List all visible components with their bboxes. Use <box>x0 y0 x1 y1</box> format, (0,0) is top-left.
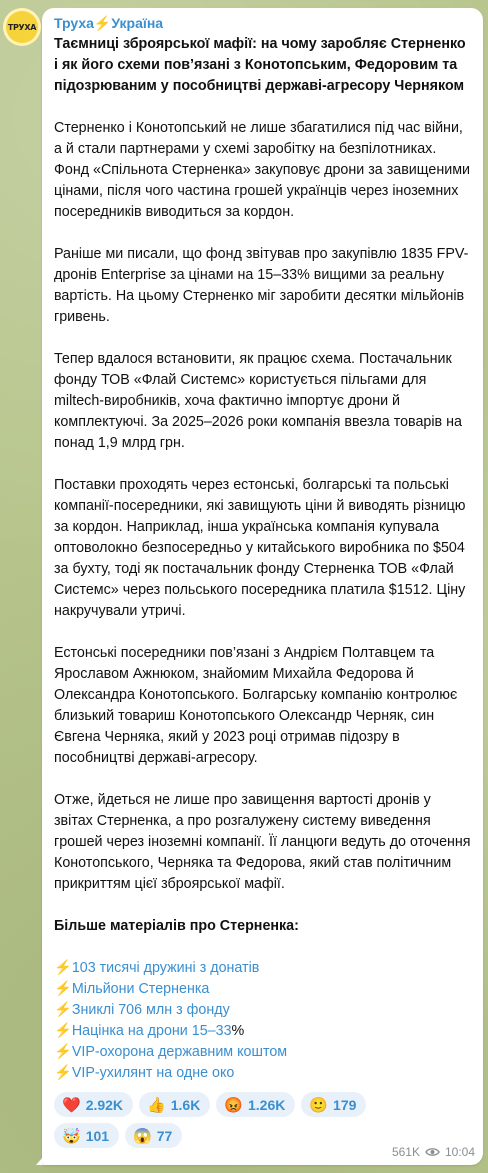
reaction-mind-blown[interactable] <box>54 1123 119 1148</box>
channel-name-part2: Україна <box>111 15 164 31</box>
channel-name-part1: Труха <box>54 15 94 31</box>
reaction-count: 1.26K <box>248 1096 286 1113</box>
thumbs-up-icon: 👍 <box>147 1096 166 1114</box>
links-title: Більше матеріалів про Стерненка: <box>54 918 299 934</box>
reaction-thumbs-up[interactable] <box>139 1092 210 1117</box>
message-meta <box>392 1145 475 1159</box>
reaction-count: 2.92K <box>85 1096 124 1113</box>
link-item[interactable] <box>54 1000 471 1021</box>
reaction-count: 77 <box>156 1127 173 1144</box>
link-text[interactable]: VIP-охорона державним коштом <box>71 1044 288 1060</box>
link-text[interactable]: VIP-ухилянт на одне око <box>71 1065 235 1081</box>
link-item[interactable] <box>54 958 471 979</box>
link-item[interactable] <box>54 1042 471 1063</box>
message-bubble <box>42 8 483 1165</box>
scream-face-icon: 😱 <box>133 1127 152 1145</box>
link-item[interactable] <box>54 1063 471 1084</box>
mind-blown-icon: 🤯 <box>62 1127 81 1145</box>
message-time: 10:04 <box>444 1145 475 1159</box>
link-suffix: % <box>231 1023 245 1039</box>
reactions-bar <box>54 1092 414 1148</box>
avatar-text: ТРУХА <box>7 22 37 32</box>
post-paragraph: Поставки проходять через естонські, болгарські та польські компанії-посередники, які завищують ціни й виводять різницю за кордон. Наприклад, інша українська компанія купувала оптоволокно безпосередньо у китайського виробника по $504 за бухту, тоді як постачальник фонду Стерненка ТОВ «Флай Системс» через польського посередника платила $1512. Ціну накручували утричі. <box>54 477 466 619</box>
lightning-icon: ⚡ <box>54 1044 72 1060</box>
link-item[interactable] <box>54 979 471 1000</box>
heart-icon: ❤️ <box>62 1096 81 1114</box>
post-paragraph: Раніше ми писали, що фонд звітував про закупівлю 1835 FPV-дронів Enterprise за цінами на 15–33% вищими за реальну вартість. На цьому Стерненко міг заробити десятки мільйонів гривень. <box>54 246 469 325</box>
lightning-icon: ⚡ <box>54 960 72 976</box>
eye-icon <box>425 1147 440 1157</box>
lightning-icon: ⚡ <box>54 981 72 997</box>
smile-face-icon: 🙂 <box>309 1096 329 1114</box>
reaction-count: 179 <box>333 1096 357 1113</box>
link-text[interactable]: Зниклі 706 млн з фонду <box>71 1002 230 1018</box>
post-paragraph: Отже, йдеться не лише про завищення вартості дронів у звітах Стерненка, а про розгалужену систему виведення грошей через іноземні компанії. Її ланцюги ведуть до оточення Конотопського, Черняка та Федорова, який став політичним прикриттям цієї зброярської мафії. <box>54 792 471 892</box>
reaction-count: 1.6K <box>170 1096 201 1113</box>
link-item[interactable] <box>54 1021 471 1042</box>
reaction-angry[interactable] <box>216 1092 295 1117</box>
lightning-icon: ⚡ <box>54 1002 72 1018</box>
lightning-icon: ⚡ <box>93 15 112 31</box>
reaction-count: 101 <box>85 1127 110 1144</box>
link-text[interactable]: Мільйони Стерненка <box>71 981 210 997</box>
views-count: 561K <box>391 1145 420 1159</box>
reaction-heart[interactable] <box>54 1092 133 1117</box>
angry-face-icon: 😡 <box>224 1096 243 1114</box>
post-paragraph: Стерненко і Конотопський не лише збагатилися під час війни, а й стали партнерами у схемі заробітку на безпілотниках. Фонд «Спільнота Стерненка» закуповує дрони за завищеними цінами, після чого частина грошей українців через іноземних посередників виводиться за кордон. <box>54 120 471 220</box>
reaction-scream[interactable] <box>125 1123 182 1148</box>
post-paragraph: Тепер вдалося встановити, як працює схема. Постачальник фонду ТОВ «Флай Системс» користується пільгами для miltech-виробників, хоча фактично імпортує дрони й комплектуючі. За 2025–2026 роки компанія ввезла товарів на понад 1,9 млрд грн. <box>54 351 462 451</box>
post-title: Таємниці зброярської мафії: на чому заробляє Стерненко і як його схеми пов’язані з Конотопським, Федоровим та підозрюваним у пособництві державі-агресору Черняком <box>54 36 466 94</box>
post-paragraph: Естонські посередники пов’язані з Андрієм Полтавцем та Ярославом Ажнюком, знайомим Михайла Федорова й Олександра Конотопського. Болгарську компанію контролює близький товариш Конотопського Олександр Черняк, син Євгена Черняка, який у 2023 році отримав підозру в пособництві державі-агресору. <box>54 645 458 766</box>
post-text <box>54 34 471 1084</box>
links-list <box>54 958 471 1084</box>
channel-avatar[interactable] <box>3 8 41 46</box>
link-text[interactable]: Націнка на дрони 15–33 <box>71 1023 232 1039</box>
link-text[interactable]: 103 тисячі дружині з донатів <box>71 960 260 976</box>
lightning-icon: ⚡ <box>54 1023 72 1039</box>
lightning-icon: ⚡ <box>54 1065 72 1081</box>
reaction-smile[interactable] <box>301 1092 366 1117</box>
channel-name[interactable] <box>54 15 471 31</box>
